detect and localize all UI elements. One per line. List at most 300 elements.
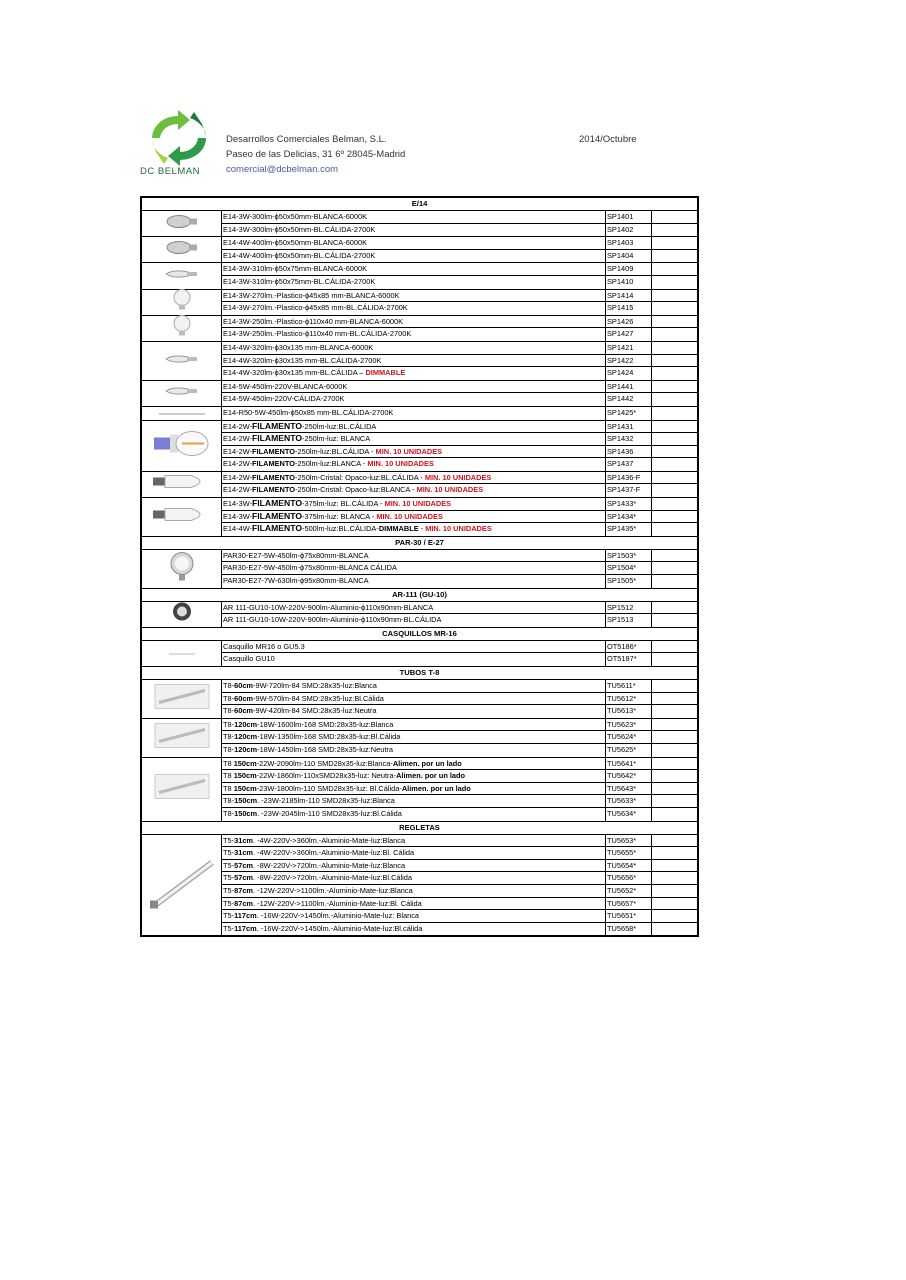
description-text: E14-3W-250lm.-Plastico-ϕ110x40 mm-BLANCA-6000K bbox=[223, 316, 404, 326]
product-code: TU5657* bbox=[606, 898, 652, 910]
empty-cell bbox=[652, 602, 697, 614]
led-tube-icon bbox=[153, 721, 211, 754]
description-text: -23W-1800lm-110 SMD28x35-luz: Bl.Cálida- bbox=[256, 783, 402, 793]
description-text: FILAMENTO bbox=[252, 433, 302, 444]
product-code: SP1425* bbox=[606, 407, 652, 420]
product-description bbox=[222, 653, 606, 666]
description-text: FILAMENTO bbox=[252, 510, 302, 521]
product-group bbox=[142, 835, 697, 936]
led-spot-bulb-icon bbox=[165, 214, 199, 233]
table-row bbox=[222, 472, 697, 485]
description-text: 57cm bbox=[234, 860, 253, 870]
description-text: - bbox=[418, 524, 426, 534]
highlight-text: MIN. 10 UNIDADES bbox=[375, 446, 443, 456]
description-text: T8- bbox=[223, 744, 235, 754]
description-text: -9W-720lm-84 SMD:28x35-luz:Blanca bbox=[253, 681, 377, 690]
candle-bulb-icon bbox=[164, 267, 200, 285]
description-text: -375lm-luz: BLANCA - bbox=[302, 511, 377, 521]
product-description bbox=[222, 575, 606, 588]
description-text: T5- bbox=[223, 860, 235, 870]
product-code: SP1401 bbox=[606, 211, 652, 223]
table-row bbox=[222, 458, 697, 471]
product-description bbox=[222, 381, 606, 393]
table-row bbox=[222, 744, 697, 757]
product-group bbox=[142, 680, 697, 719]
product-image-cell bbox=[142, 316, 222, 341]
description-text: T8 bbox=[223, 771, 234, 781]
table-row bbox=[222, 847, 697, 860]
table-row bbox=[222, 860, 697, 873]
product-description bbox=[222, 795, 606, 807]
description-text: . -4W-220V->360lm.-Aluminio-Mate-luz:Blanca bbox=[253, 835, 406, 845]
product-description bbox=[222, 458, 606, 471]
product-code: SP1437-F bbox=[606, 484, 652, 497]
highlight-text: MIN. 10 UNIDADES bbox=[425, 524, 492, 534]
empty-cell bbox=[652, 237, 697, 249]
reflector-bulb-icon bbox=[157, 404, 207, 422]
product-description bbox=[222, 923, 606, 936]
description-text: T8- bbox=[223, 796, 235, 806]
description-text: -250lm-luz:BLANCA - bbox=[295, 459, 368, 469]
product-code: SP1433* bbox=[606, 498, 652, 510]
product-group bbox=[142, 263, 697, 289]
product-code: SP1415 bbox=[606, 302, 652, 315]
product-code: TU5612* bbox=[606, 693, 652, 705]
description-text: Casquillo GU10 bbox=[223, 654, 275, 664]
product-catalog-table bbox=[140, 196, 699, 937]
description-text: T8 bbox=[223, 783, 234, 793]
table-row bbox=[222, 367, 697, 380]
product-code: SP1503* bbox=[606, 550, 652, 562]
description-text: E14-5W-450lm-220V-CÁLIDA-2700K bbox=[223, 394, 345, 404]
par30-lamp-icon bbox=[169, 551, 195, 586]
product-code: SP1442 bbox=[606, 393, 652, 406]
company-email[interactable]: comercial@dcbelman.com bbox=[226, 164, 339, 175]
description-text: T8- bbox=[223, 681, 235, 690]
filament-candle-icon bbox=[151, 505, 213, 528]
table-row bbox=[222, 808, 697, 821]
empty-cell bbox=[652, 641, 697, 653]
product-code: TU5624* bbox=[606, 731, 652, 743]
description-text: FILAMENTO bbox=[252, 485, 296, 495]
product-description bbox=[222, 355, 606, 367]
socket-icon bbox=[167, 644, 197, 662]
description-text: T5- bbox=[223, 898, 235, 908]
empty-cell bbox=[652, 680, 697, 692]
description-text: FILAMENTO bbox=[252, 446, 296, 456]
product-code: TU5634* bbox=[606, 808, 652, 821]
empty-cell bbox=[652, 407, 697, 420]
product-code: SP1436 bbox=[606, 446, 652, 458]
table-row bbox=[222, 498, 697, 511]
product-description bbox=[222, 263, 606, 275]
table-row bbox=[222, 484, 697, 497]
description-text: -375lm-luz: BL.CÁLIDA - bbox=[302, 499, 385, 509]
description-text: T5- bbox=[223, 923, 235, 933]
product-code: SP1402 bbox=[606, 224, 652, 237]
empty-cell bbox=[652, 290, 697, 302]
product-description bbox=[222, 472, 606, 484]
section-title: AR-111 (GU-10) bbox=[142, 589, 697, 602]
description-text: 150cm bbox=[233, 783, 257, 793]
description-text: E14-2W- bbox=[223, 421, 253, 431]
product-group bbox=[142, 407, 697, 421]
description-text: E14-3W-310lm-ϕ50x75mm-BLANCA-6000K bbox=[223, 264, 368, 274]
product-description bbox=[222, 693, 606, 705]
description-text: E14-2W- bbox=[223, 446, 253, 456]
product-code: TU5611* bbox=[606, 680, 652, 692]
table-row bbox=[222, 421, 697, 434]
product-code: SP1441 bbox=[606, 381, 652, 393]
table-row bbox=[222, 224, 697, 237]
company-name: Desarrollos Comerciales Belman, S.L. bbox=[226, 134, 387, 145]
empty-cell bbox=[652, 835, 697, 847]
product-code: OT5187* bbox=[606, 653, 652, 666]
description-text: -500lm-luz:BL.CÁLIDA- bbox=[302, 524, 379, 534]
product-description bbox=[222, 421, 606, 433]
table-row bbox=[222, 511, 697, 524]
company-logo bbox=[138, 108, 220, 180]
product-code: SP1513 bbox=[606, 614, 652, 627]
empty-cell bbox=[652, 433, 697, 445]
product-code: TU5658* bbox=[606, 923, 652, 936]
empty-cell bbox=[652, 550, 697, 562]
section-title: REGLETAS bbox=[142, 822, 697, 835]
table-row bbox=[222, 898, 697, 911]
led-tube-icon bbox=[153, 773, 211, 806]
product-description bbox=[222, 641, 606, 653]
product-image-cell bbox=[142, 641, 222, 666]
description-text: E14-3W-300lm-ϕ50x50mm-BLANCA-6000K bbox=[223, 212, 368, 221]
product-description bbox=[222, 614, 606, 627]
description-text: E14-4W- bbox=[223, 524, 253, 534]
section-title: E/14 bbox=[142, 198, 697, 211]
description-text: . -16W-220V->1450lm.-Aluminio-Mate-luz: Blanca bbox=[256, 911, 420, 921]
description-text: -22W-1860lm-110xSMD28x35-luz: Neutra- bbox=[256, 771, 397, 781]
description-text: . -23W-2185lm-110 SMD28x35-luz:Blanca bbox=[257, 796, 395, 806]
table-row bbox=[222, 433, 697, 446]
product-description bbox=[222, 393, 606, 406]
empty-cell bbox=[652, 783, 697, 795]
product-description bbox=[222, 237, 606, 249]
product-description bbox=[222, 602, 606, 614]
product-description bbox=[222, 302, 606, 315]
product-description bbox=[222, 835, 606, 847]
table-row bbox=[222, 693, 697, 706]
product-image-cell bbox=[142, 472, 222, 497]
empty-cell bbox=[652, 224, 697, 237]
description-text: -18W-1450lm-168 SMD:28x35-luz:Neutra bbox=[257, 744, 393, 754]
description-text: T5- bbox=[223, 873, 235, 883]
product-description bbox=[222, 446, 606, 458]
empty-cell bbox=[652, 367, 697, 380]
table-row bbox=[222, 795, 697, 808]
description-text: 120cm bbox=[234, 732, 258, 742]
table-row bbox=[222, 523, 697, 536]
table-row bbox=[222, 316, 697, 329]
empty-cell bbox=[652, 263, 697, 275]
description-text: T5- bbox=[223, 848, 235, 858]
empty-cell bbox=[652, 758, 697, 770]
product-description bbox=[222, 433, 606, 445]
empty-cell bbox=[652, 885, 697, 897]
product-description bbox=[222, 719, 606, 731]
description-text: 117cm bbox=[234, 923, 257, 933]
empty-cell bbox=[652, 393, 697, 406]
product-code: SP1426 bbox=[606, 316, 652, 328]
product-description bbox=[222, 250, 606, 263]
company-address: Paseo de las Delicias, 31 6º 28045-Madrid bbox=[226, 149, 406, 160]
product-code: SP1436-F bbox=[606, 472, 652, 484]
product-description bbox=[222, 898, 606, 910]
table-row bbox=[222, 705, 697, 718]
table-row bbox=[222, 923, 697, 936]
product-image-cell bbox=[142, 550, 222, 588]
product-image-cell bbox=[142, 758, 222, 821]
table-row bbox=[222, 575, 697, 588]
description-text: E14-R50-5W-450lm-ϕ50x85 mm-BL.CÁLIDA-2700K bbox=[223, 407, 394, 417]
description-text: -250lm-luz: BLANCA bbox=[302, 434, 371, 444]
description-text: E14-3W-300lm-ϕ50x50mm-BL.CÁLIDA-2700K bbox=[223, 224, 376, 234]
description-text: 31cm bbox=[234, 835, 253, 845]
description-text: FILAMENTO bbox=[252, 420, 302, 431]
empty-cell bbox=[652, 653, 697, 666]
product-group bbox=[142, 237, 697, 263]
product-code: SP1505* bbox=[606, 575, 652, 588]
product-group bbox=[142, 381, 697, 407]
description-text: 57cm bbox=[234, 873, 253, 883]
description-text: -9W-420lm-84 SMD:28x35-luz:Neutra bbox=[253, 706, 377, 716]
table-row bbox=[222, 614, 697, 627]
description-text: T8- bbox=[223, 719, 235, 729]
table-row bbox=[222, 342, 697, 355]
product-image-cell bbox=[142, 680, 222, 718]
section-title: CASQUILLOS MR-16 bbox=[142, 628, 697, 641]
table-row bbox=[222, 872, 697, 885]
filament-bulb-icon bbox=[152, 428, 212, 463]
product-description bbox=[222, 484, 606, 497]
product-image-cell bbox=[142, 835, 222, 936]
product-description bbox=[222, 885, 606, 897]
product-code: SP1432 bbox=[606, 433, 652, 445]
product-description bbox=[222, 705, 606, 718]
empty-cell bbox=[652, 744, 697, 757]
empty-cell bbox=[652, 923, 697, 936]
description-text: E14-2W- bbox=[223, 459, 253, 469]
description-text: . -4W-220V->360lm.-Aluminio-Mate-luz:Bl. Cálida bbox=[253, 848, 415, 858]
empty-cell bbox=[652, 342, 697, 354]
description-text: 150cm bbox=[234, 796, 258, 806]
product-code: SP1421 bbox=[606, 342, 652, 354]
recycle-arrows-icon bbox=[138, 108, 220, 168]
description-text: -250lm-Cristal: Opaco-luz:BLANCA - bbox=[295, 485, 417, 495]
description-text: E14-3W-250lm.-Plastico-ϕ110x40 mm-BL.CÁLIDA-2700K bbox=[223, 329, 412, 339]
table-row bbox=[222, 211, 697, 224]
description-text: T8- bbox=[223, 706, 235, 716]
product-description bbox=[222, 367, 606, 380]
highlight-text: MIN. 10 UNIDADES bbox=[376, 511, 443, 521]
empty-cell bbox=[652, 211, 697, 223]
description-text: 150cm bbox=[233, 758, 257, 768]
table-row bbox=[222, 562, 697, 575]
product-code: TU5651* bbox=[606, 910, 652, 922]
description-text: . -16W-220V->1450lm.-Aluminio-Mate-luz:Bl.cálida bbox=[256, 923, 423, 933]
empty-cell bbox=[652, 498, 697, 510]
description-text: 60cm bbox=[234, 706, 253, 716]
empty-cell bbox=[652, 446, 697, 458]
product-group bbox=[142, 498, 697, 537]
product-image-cell bbox=[142, 719, 222, 757]
product-image-cell bbox=[142, 381, 222, 406]
empty-cell bbox=[652, 511, 697, 523]
empty-cell bbox=[652, 421, 697, 433]
description-text: 31cm bbox=[234, 848, 253, 858]
highlight-text: MIN. 10 UNIDADES bbox=[416, 485, 484, 495]
table-row bbox=[222, 758, 697, 771]
description-text: E14-2W- bbox=[223, 434, 253, 444]
empty-cell bbox=[652, 381, 697, 393]
description-text: AR 111-GU10-10W-220V-900lm-Aluminio-ϕ110x90mm-BLANCA bbox=[223, 602, 434, 612]
empty-cell bbox=[652, 276, 697, 289]
product-description bbox=[222, 407, 606, 420]
table-row bbox=[222, 290, 697, 303]
product-code: SP1434* bbox=[606, 511, 652, 523]
product-group bbox=[142, 421, 697, 472]
product-image-cell bbox=[142, 342, 222, 380]
table-row bbox=[222, 328, 697, 341]
product-image-cell bbox=[142, 407, 222, 420]
empty-cell bbox=[652, 562, 697, 574]
product-description bbox=[222, 808, 606, 821]
description-text: -250lm-luz:BL.CÁLIDA - bbox=[295, 446, 376, 456]
catalog-date: 2014/Octubre bbox=[579, 134, 637, 145]
product-description bbox=[222, 758, 606, 770]
product-code: SP1414 bbox=[606, 290, 652, 302]
description-text: . -12W-220V->1100lm.-Aluminio-Mate-luz:Bl. Cálida bbox=[253, 898, 422, 908]
description-text: E14-5W-450lm-220V-BLANCA-6000K bbox=[223, 381, 348, 391]
product-description bbox=[222, 511, 606, 523]
description-text: Casquillo MR16 o GU5.3 bbox=[223, 641, 305, 651]
description-text: T8- bbox=[223, 808, 235, 818]
empty-cell bbox=[652, 472, 697, 484]
empty-cell bbox=[652, 693, 697, 705]
product-group bbox=[142, 641, 697, 667]
description-text: T5- bbox=[223, 835, 235, 845]
empty-cell bbox=[652, 250, 697, 263]
led-spot-bulb-icon bbox=[165, 240, 199, 259]
product-description bbox=[222, 680, 606, 692]
product-code: TU5625* bbox=[606, 744, 652, 757]
description-text: PAR30-E27-5W-450lm-ϕ75x80mm-BLANCA bbox=[223, 550, 369, 560]
table-row bbox=[222, 783, 697, 796]
product-code: OT5186* bbox=[606, 641, 652, 653]
product-code: TU5643* bbox=[606, 783, 652, 795]
empty-cell bbox=[652, 847, 697, 859]
description-text: . -23W-2045lm-110 SMD28x35-luz:Bl.Cálida bbox=[257, 808, 402, 818]
description-text: 150cm bbox=[233, 771, 257, 781]
product-code: TU5623* bbox=[606, 719, 652, 731]
description-text: E14-3W-310lm-ϕ50x75mm-BL.CÁLIDA-2700K bbox=[223, 276, 376, 286]
product-description bbox=[222, 910, 606, 922]
empty-cell bbox=[652, 910, 697, 922]
empty-cell bbox=[652, 731, 697, 743]
description-text: T8 bbox=[223, 758, 234, 768]
product-code: SP1404 bbox=[606, 250, 652, 263]
description-text: AR 111-GU10-10W-220V-900lm-Aluminio-ϕ110x90mm-BL.CÁLIDA bbox=[223, 615, 442, 625]
product-description bbox=[222, 783, 606, 795]
description-text: E14-3W-270lm.-Plastico-ϕ45x85 mm-BL.CÁLIDA-2700K bbox=[223, 303, 408, 313]
table-row bbox=[222, 381, 697, 394]
product-group bbox=[142, 342, 697, 381]
description-text: FILAMENTO bbox=[252, 472, 296, 482]
table-row bbox=[222, 263, 697, 276]
product-code: SP1409 bbox=[606, 263, 652, 275]
empty-cell bbox=[652, 523, 697, 536]
description-text: E14-4W-400lm-ϕ50x50mm-BLANCA-6000K bbox=[223, 238, 368, 248]
description-text: E14-3W-270lm.-Plastico-ϕ45x85 mm-BLANCA-6000K bbox=[223, 290, 400, 300]
table-row bbox=[222, 680, 697, 693]
description-text: . -8W-220V->720lm.-Aluminio-Mate-luz:Bl.Cálida bbox=[253, 873, 413, 883]
product-code: SP1422 bbox=[606, 355, 652, 367]
table-row bbox=[222, 393, 697, 406]
empty-cell bbox=[652, 614, 697, 627]
description-text: 150cm bbox=[234, 808, 258, 818]
product-description bbox=[222, 562, 606, 574]
description-text: E14-4W-400lm-ϕ50x50mm-BL.CÁLIDA-2700K bbox=[223, 250, 376, 260]
product-image-cell bbox=[142, 237, 222, 262]
table-row bbox=[222, 653, 697, 666]
product-image-cell bbox=[142, 602, 222, 627]
logo-text: DC BELMAN bbox=[140, 166, 200, 177]
product-code: TU5641* bbox=[606, 758, 652, 770]
description-text: 60cm bbox=[234, 693, 253, 703]
table-row bbox=[222, 885, 697, 898]
description-text: 120cm bbox=[234, 719, 258, 729]
highlight-text: MIN. 10 UNIDADES bbox=[384, 499, 452, 509]
description-text: -9W-570lm-84 SMD:28x35-luz:Bl.Cálida bbox=[253, 693, 384, 703]
description-text: FILAMENTO bbox=[252, 459, 296, 469]
product-group bbox=[142, 758, 697, 822]
table-row bbox=[222, 641, 697, 654]
candle-bulb-icon bbox=[164, 352, 200, 370]
product-code: TU5642* bbox=[606, 770, 652, 782]
description-text: T5- bbox=[223, 885, 235, 895]
letterhead bbox=[138, 108, 658, 188]
product-description bbox=[222, 860, 606, 872]
description-text: . -12W-220V->1100lm.-Aluminio-Mate-luz:Blanca bbox=[253, 885, 413, 895]
product-description bbox=[222, 550, 606, 562]
empty-cell bbox=[652, 355, 697, 367]
product-code: SP1435* bbox=[606, 523, 652, 536]
table-row bbox=[222, 250, 697, 263]
product-code: TU5654* bbox=[606, 860, 652, 872]
product-code: SP1403 bbox=[606, 237, 652, 249]
table-row bbox=[222, 355, 697, 368]
empty-cell bbox=[652, 808, 697, 821]
product-description bbox=[222, 328, 606, 341]
description-text: -250lm-Cristal: Opaco-luz:BL.CÁLIDA - bbox=[295, 472, 425, 482]
table-row bbox=[222, 276, 697, 289]
product-description bbox=[222, 731, 606, 743]
empty-cell bbox=[652, 705, 697, 718]
globe-bulb-icon bbox=[173, 315, 191, 342]
description-text: Alimen. por un lado bbox=[401, 783, 471, 793]
table-row bbox=[222, 731, 697, 744]
empty-cell bbox=[652, 458, 697, 471]
table-row bbox=[222, 719, 697, 732]
table-row bbox=[222, 407, 697, 420]
filament-candle-icon bbox=[151, 473, 213, 496]
